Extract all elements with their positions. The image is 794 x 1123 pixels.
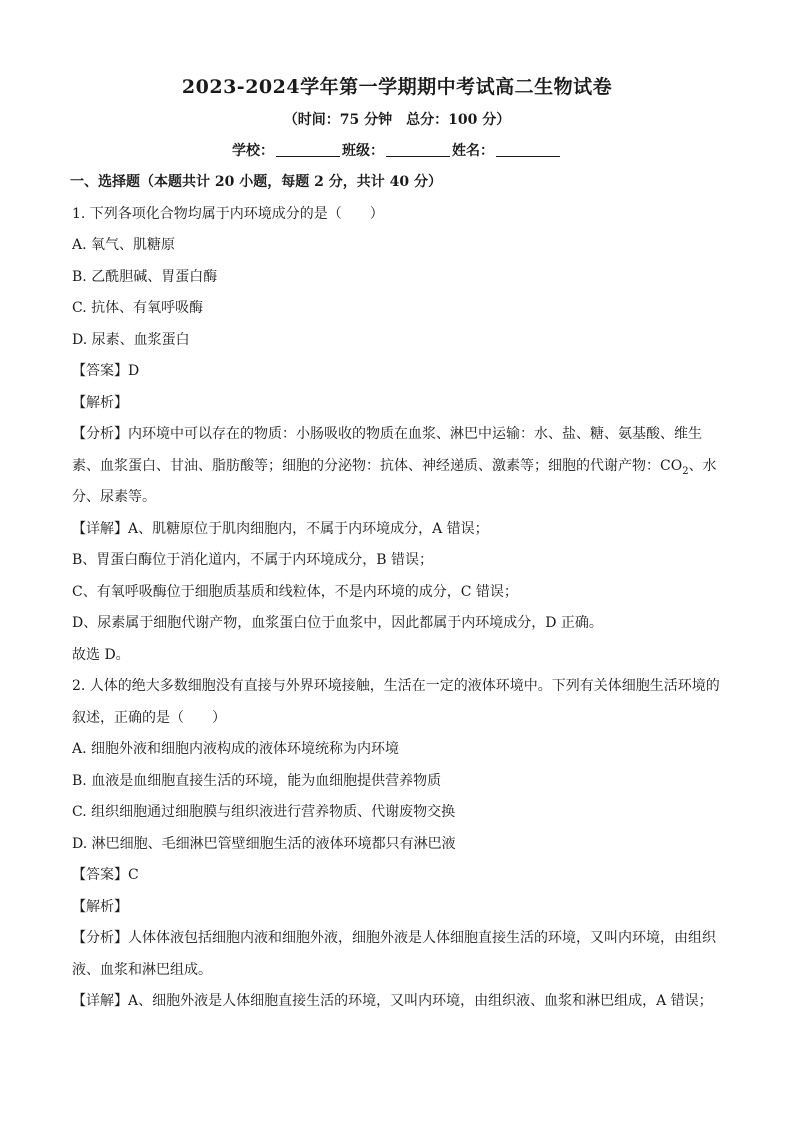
exam-time-info: （时间：75 分钟 总分：100 分） — [283, 112, 511, 128]
name-label: 姓名： — [452, 143, 494, 159]
question-2-fenxi-line-2: 液、血浆和淋巴组成。 — [72, 961, 212, 978]
question-1-fenxi-line-3: 分、尿素等。 — [72, 489, 156, 505]
question-1-detail-2: B、胃蛋白酶位于消化道内，不属于内环境成分，B 错误； — [72, 552, 434, 568]
question-1-option-b: B. 乙酰胆碱、胃蛋白酶 — [72, 268, 218, 285]
question-1-detail-4: D、尿素属于细胞代谢产物，血浆蛋白位于血浆中，因此都属于内环境成分，D 正确。 — [72, 615, 603, 631]
question-1-detail-1: 【详解】A、肌糖原位于肌肉细胞内，不属于内环境成分，A 错误； — [72, 520, 489, 537]
fenxi-text: 素、血浆蛋白、甘油、脂肪酸等；细胞的分泌物：抗体、神经递质、激素等；细胞的代谢产物：CO — [72, 457, 683, 474]
question-1-option-a: A. 氧气、肌糖原 — [72, 237, 176, 253]
question-2-analysis-label: 【解析】 — [72, 898, 128, 915]
question-1-detail-3: C、有氧呼吸酶位于细胞质基质和线粒体，不是内环境的成分，C 错误； — [72, 583, 518, 600]
student-info-line — [0, 140, 794, 160]
question-2-option-c: C. 组织细胞通过细胞膜与组织液进行营养物质、代谢废物交换 — [72, 804, 456, 820]
class-label: 班级： — [342, 143, 384, 159]
question-2-fenxi-line-1: 【分析】人体体液包括细胞内液和细胞外液，细胞外液是人体细胞直接生活的环境，又叫内环境，由组织 — [72, 930, 716, 946]
question-1-option-d: D. 尿素、血浆蛋白 — [72, 331, 190, 348]
question-2-stem-1: 2. 人体的绝大多数细胞没有直接与外界环境接触，生活在一定的液体环境中。下列有关体细胞生活环境的 — [72, 678, 720, 694]
name-blank — [496, 142, 560, 157]
question-2-option-b: B. 血液是血细胞直接生活的环境，能为血细胞提供营养物质 — [72, 772, 442, 789]
fenxi-text-tail: 、水 — [688, 457, 717, 474]
question-2-stem-2: 叙述，正确的是（ ） — [72, 709, 226, 726]
document-body — [72, 172, 722, 1023]
school-label: 学校： — [232, 143, 274, 159]
page-title: 2023-2024学年第一学期期中考试高二生物试卷 — [181, 76, 613, 98]
question-2-option-d: D. 淋巴细胞、毛细淋巴管壁细胞生活的液体环境都只有淋巴液 — [72, 835, 456, 852]
co2-subscript: 2 — [682, 465, 689, 477]
section-heading: 一、选择题（本题共计 20 小题，每题 2 分，共计 40 分） — [70, 174, 442, 190]
school-blank — [276, 142, 340, 157]
question-1-answer: 【答案】D — [72, 363, 140, 379]
question-1-stem: 1. 下列各项化合物均属于内环境成分的是（ ） — [72, 205, 384, 222]
question-1-analysis-label: 【解析】 — [72, 394, 128, 411]
question-2-detail-1: 【详解】A、细胞外液是人体细胞直接生活的环境，又叫内环境，由组织液、血浆和淋巴组成，A 错误； — [72, 993, 713, 1009]
question-2-answer: 【答案】C — [72, 867, 139, 883]
question-1-fenxi-line-1: 【分析】内环境中可以存在的物质：小肠吸收的物质在血浆、淋巴中运输：水、盐、糖、氨基酸、维生 — [72, 426, 702, 442]
question-1-option-c: C. 抗体、有氧呼吸酶 — [72, 300, 204, 316]
question-1-fenxi-line-2 — [72, 456, 722, 488]
class-blank — [386, 142, 450, 157]
question-1-conclusion: 故选 D。 — [72, 646, 130, 663]
question-2-option-a: A. 细胞外液和细胞内液构成的液体环境统称为内环境 — [72, 741, 400, 757]
